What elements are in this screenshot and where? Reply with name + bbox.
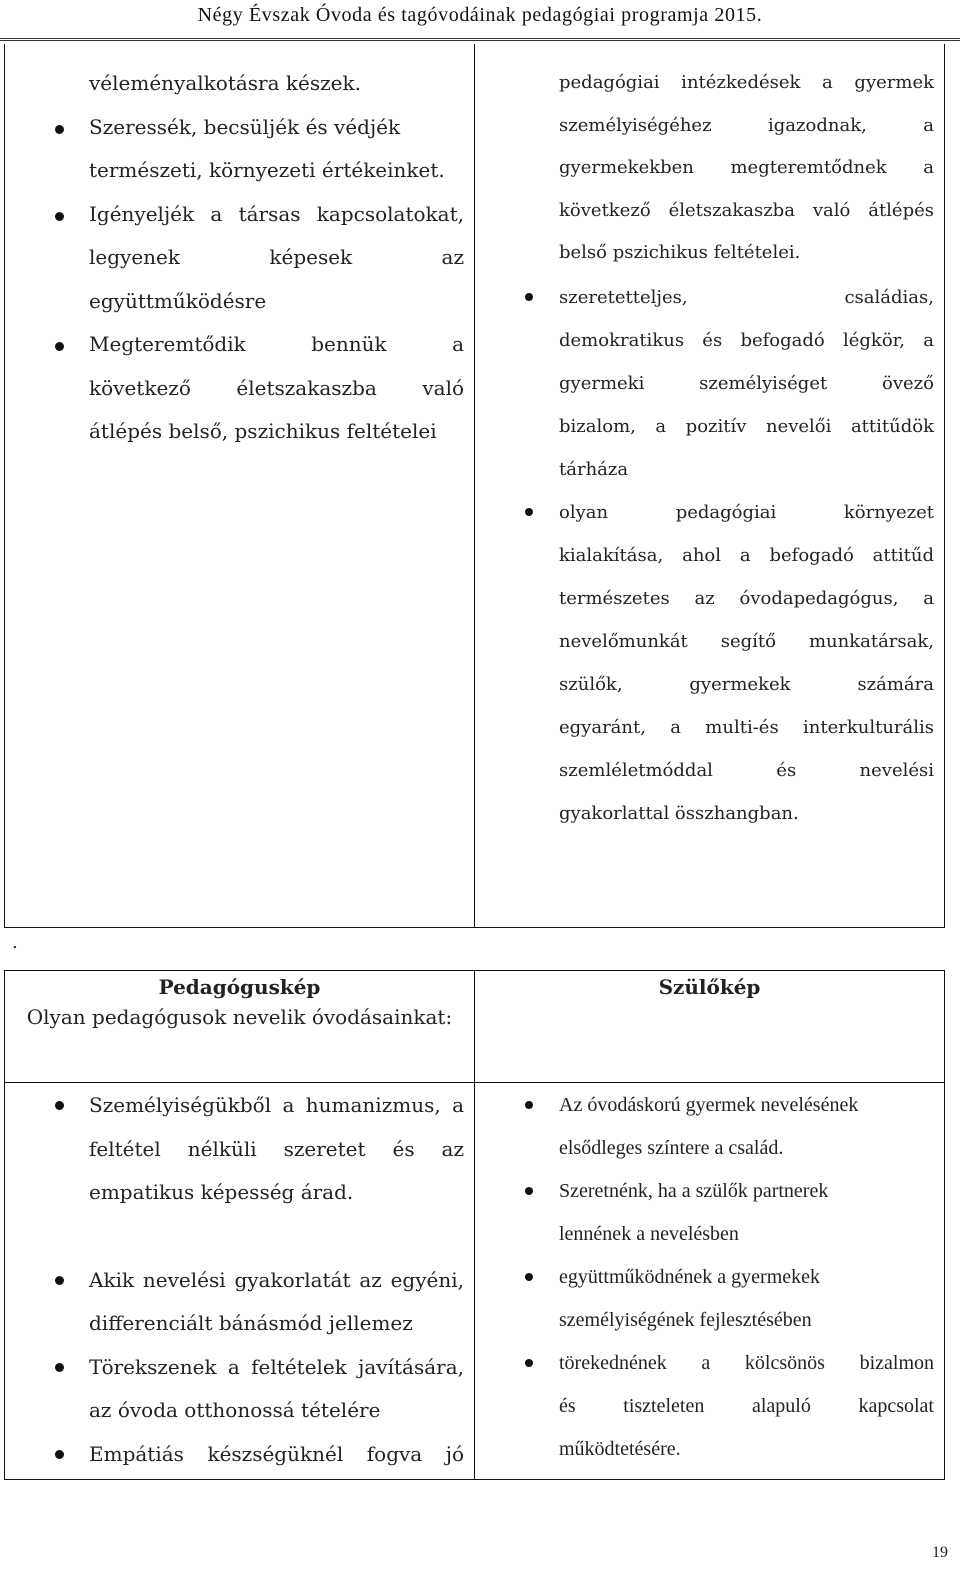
szulokep-list-cell: [500, 1084, 934, 1471]
header-title: Négy Évszak Óvoda és tagóvodáinak pedagógiai programja 2015.: [197, 4, 763, 26]
list-item: [500, 1256, 934, 1342]
bullet-icon: [525, 1359, 533, 1367]
szulokep-list: [500, 1084, 934, 1471]
bullet-icon: [525, 1273, 533, 1281]
list-item-line: Személyiségükből a humanizmus, a: [89, 1093, 464, 1117]
list-item-line: természeti, környezeti értékeinket.: [89, 158, 445, 182]
list-item-line: következő életszakaszba való: [89, 375, 464, 400]
bottom-table-right-border: [944, 970, 945, 1480]
list-item-line: legyenek képesek az: [89, 245, 464, 269]
list-item-line: Empátiás készségüknél fogva jó: [89, 1441, 464, 1466]
list-item-line: nevelőmunkát segítő munkatársak,: [559, 630, 934, 652]
list-item-line: személyiségének fejlesztésében: [559, 1309, 812, 1331]
list-item-line: együttműködnének a gyermekek: [559, 1266, 821, 1288]
list-item: [500, 1170, 934, 1256]
list-item-line: kialakítása, ahol a befogadó attitűd: [559, 544, 934, 566]
bottom-table-middle-border: [474, 970, 475, 1480]
top-table-middle-border: [474, 44, 475, 928]
list-item-line: demokratikus és befogadó légkör, a: [559, 329, 934, 351]
list-item: [30, 1259, 464, 1346]
list-item-line: differenciált bánásmód jellemez: [89, 1311, 413, 1335]
list-item-line: és tiszteleten alapuló kapcsolat: [559, 1395, 934, 1417]
page-header: [0, 0, 960, 41]
list-item: [500, 491, 934, 835]
list-item-line: az óvoda otthonossá tételére: [89, 1398, 381, 1422]
bullet-icon: [525, 1187, 533, 1195]
bullet-icon: [55, 342, 64, 351]
list-item: [500, 1084, 934, 1170]
list-item-line: olyan pedagógiai környezet: [559, 501, 934, 523]
list-item-line: természetes az óvodapedagógus, a: [559, 587, 934, 609]
list-item-line: Igényeljék a társas kapcsolatokat,: [89, 201, 464, 226]
top-table-bottom-border: [4, 927, 945, 928]
list-item: [30, 1084, 464, 1215]
pedagoguskep-title: Pedagóguskép: [158, 975, 321, 999]
list-item-line: Törekszenek a feltételek javítására,: [89, 1354, 464, 1379]
list-item-line: Szeressék, becsüljék és védjék: [89, 114, 401, 139]
top-right-cell: [500, 62, 934, 835]
bullet-icon: [525, 293, 533, 301]
right-continuation-line: következő életszakaszba való átlépés: [559, 199, 934, 221]
bullet-icon: [55, 1363, 64, 1372]
list-item-line: törekednének a kölcsönös bizalmon: [559, 1352, 934, 1374]
list-item: [30, 323, 464, 454]
top-table-right-border: [944, 44, 945, 928]
separator-dot: .: [12, 932, 18, 953]
pedagoguskep-list-cell: [30, 1084, 464, 1476]
list-item-line: lennének a nevelésben: [559, 1223, 739, 1245]
pedagoguskep-subtitle: Olyan pedagógusok nevelik óvodásainkat:: [26, 1005, 453, 1029]
list-item-line: Szeretnénk, ha a szülők partnerek: [559, 1180, 829, 1202]
bullet-icon: [55, 125, 64, 134]
list-item-line: gyakorlattal összhangban.: [559, 802, 799, 824]
pedagoguskep-header: [5, 972, 474, 1032]
list-item: [30, 1346, 464, 1433]
list-item-line: egyaránt, a multi-és interkulturális: [559, 716, 934, 738]
bullet-icon: [525, 508, 533, 516]
bullet-icon: [55, 1101, 64, 1110]
pedagoguskep-list: [30, 1084, 464, 1476]
right-continuation-line: személyiségéhez igazodnak, a: [559, 114, 934, 136]
left-continuation: véleményalkotásra készek.: [89, 71, 361, 95]
bullet-icon: [55, 212, 64, 221]
list-item: [30, 1433, 464, 1477]
list-item-line: szeretetteljes, családias,: [559, 286, 934, 308]
list-item: [500, 276, 934, 491]
list-item-line: szemléletmóddal és nevelési: [559, 759, 934, 781]
page-number: 19: [932, 1544, 948, 1561]
list-item-line: együttműködésre: [89, 288, 267, 313]
list-item-line: szülők, gyermekek számára: [559, 673, 934, 695]
right-continuation-line: gyermekekben megteremtődnek a: [559, 157, 934, 178]
right-continuation-line: pedagógiai intézkedések a gyermek: [559, 72, 934, 93]
top-left-cell: [30, 62, 464, 454]
list-item-line: empatikus képesség árad.: [89, 1180, 354, 1204]
list-item: [500, 1342, 934, 1471]
list-item: [30, 106, 464, 193]
list-item: [30, 193, 464, 324]
list-item-line: tárháza: [559, 458, 629, 480]
list-item-line: elsődleges színtere a család.: [559, 1137, 784, 1159]
list-item-line: bizalom, a pozitív nevelői attitűdök: [559, 415, 934, 437]
list-item-line: működtetésére.: [559, 1438, 681, 1460]
szulokep-header: [475, 972, 944, 1002]
bottom-table-left-border: [4, 970, 5, 1480]
list-item-line: Akik nevelési gyakorlatát az egyéni,: [89, 1267, 464, 1292]
bullet-icon: [525, 1101, 533, 1109]
bullet-icon: [55, 1276, 64, 1285]
top-table-left-border: [4, 44, 5, 928]
szulokep-title: Szülőkép: [658, 975, 761, 999]
bullet-icon: [55, 1450, 64, 1459]
right-bullet-list: [500, 276, 934, 835]
list-item-line: Megteremtődik bennük a: [89, 332, 464, 356]
list-item-line: átlépés belső, pszichikus feltételei: [89, 419, 437, 443]
list-item-line: gyermeki személyiséget övező: [559, 372, 934, 394]
list-item-line: Az óvodáskorú gyermek nevelésének: [559, 1094, 859, 1116]
right-continuation-line: belső pszichikus feltételei.: [559, 242, 801, 263]
left-bullet-list: [30, 106, 464, 454]
list-item-line: feltétel nélküli szeretet és az: [89, 1136, 464, 1161]
